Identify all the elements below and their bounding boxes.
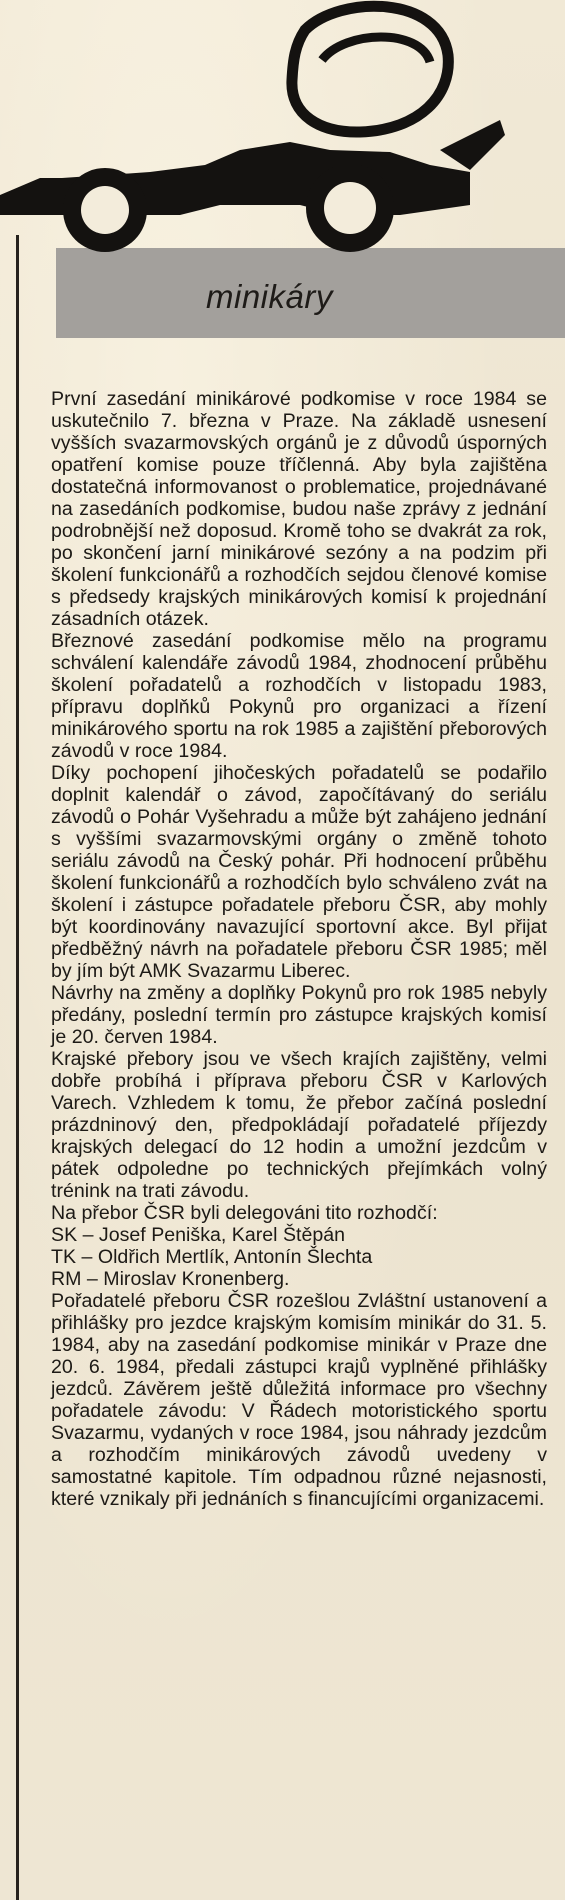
paragraph: Krajské přebory jsou ve všech krajích zajištěny, velmi dobře probíhá i příprava přeboru ČSR v Karlových Varech. Vzhledem k tomu, že přebor začíná poslední prázdninový den, předpokládají pořadatelé příjezdy krajských delegací do 12 hodin a umožní jezdcům v pátek odpoledne po technických přejímkách volný trénink na trati závodu. xyxy=(51,1048,547,1202)
section-title: minikáry xyxy=(206,278,333,315)
paragraph: Březnové zasedání podkomise mělo na programu schválení kalendáře závodů 1984, zhodnocení průběhu školení pořadatelů a rozhodčích v listopadu 1983, přípravu doplňků Pokynů pro organizaci a řízení minikárového sportu na rok 1985 a zajištění přeborových závodů v roce 1984. xyxy=(51,630,547,762)
race-car-icon xyxy=(0,0,565,270)
left-rule xyxy=(16,235,19,1900)
paragraph: Díky pochopení jihočeských pořadatelů se podařilo doplnit kalendář o závod, započítávaný do seriálu závodů o Pohár Vyšehradu a může být zahájeno jednání s vyššími svazarmovskými orgány o změně tohoto seriálu závodů na Český pohár. Při hodnocení průběhu školení funkcionářů a rozhodčích bylo schváleno zvát na školení i zástupce pořadatele přeboru ČSR, aby mohly být koordinovány navazující sportovní akce. Byl přijat předběžný návrh na pořadatele přeboru ČSR 1985; měl by jím být AMK Svazarmu Liberec. xyxy=(51,762,547,982)
paragraph: První zasedání minikárové podkomise v roce 1984 se uskutečnilo 7. března v Praze. Na základě usnesení vyšších svazarmovských orgánů je z důvodů úsporných opatření komise pouze tříčlenná. Aby byla zajištěna dostatečná informovanost o problematice, projednávané na zasedáních podkomise, budou naše zprávy z jednání podrobnější než doposud. Kromě toho se dvakrát za rok, po skončení jarní minikárové sezóny a na podzim při školení funkcionářů a rozhodčích sejdou členové komise s předsedy krajských minikárových komisí k projednání zásadních otázek. xyxy=(51,388,547,630)
referee-line: TK – Oldřich Mertlík, Antonín Šlechta xyxy=(51,1246,373,1268)
referees-intro: Na přebor ČSR byli delegováni tito rozhodčí: xyxy=(51,1202,438,1224)
closing-paragraph: Pořadatelé přeboru ČSR rozešlou Zvláštní ustanovení a přihlášky pro jezdce krajským komisím minikár do 31. 5. 1984, aby na zasedání podkomise minikár v Praze dne 20. 6. 1984, předali zástupci krajů vyplněné přihlášky jezdců. Závěrem ještě důležitá informace pro všechny pořadatele závodu: V Řádech motoristického sportu Svazarmu, vydaných v roce 1984, jsou náhrady jezdcům a rozhodčím minikárových závodů uvedeny v samostatné kapitole. Tím odpadnou různé nejasnosti, které vznikaly při jednáních s financujícími organizacemi. xyxy=(51,1290,547,1510)
referee-line: RM – Miroslav Kronenberg. xyxy=(51,1268,290,1290)
article-body xyxy=(51,388,547,1510)
referee-line: SK – Josef Peniška, Karel Štěpán xyxy=(51,1224,346,1246)
paragraph: Návrhy na změny a doplňky Pokynů pro rok 1985 nebyly předány, poslední termín pro zástupce krajských komisí je 20. červen 1984. xyxy=(51,982,547,1048)
